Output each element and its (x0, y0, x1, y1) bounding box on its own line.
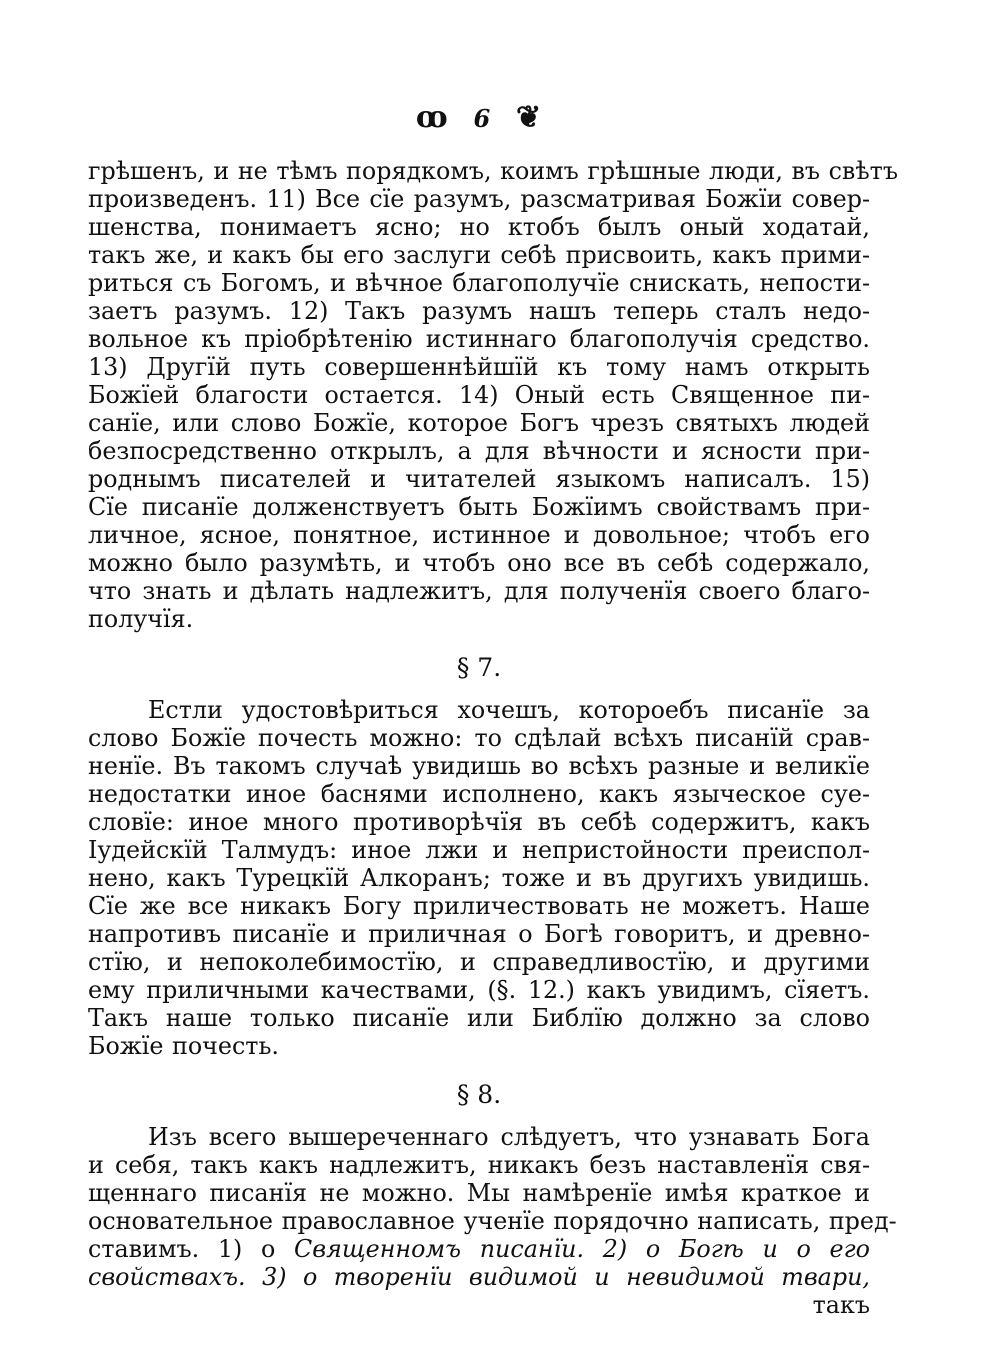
text-line: 13) Другїй путь совершеннѣйшїй къ тому намъ открыть (88, 353, 870, 381)
paragraph-3 (88, 1123, 897, 1319)
text-line: грѣшенъ, и не тѣмъ порядкомъ, коимъ грѣшные люди, въ свѣтъ (88, 157, 898, 185)
text-line (88, 1235, 870, 1263)
right-ornament-icon: ❦ (515, 100, 543, 135)
text-line: заетъ разумъ. 12) Такъ разумъ нашъ теперь сталъ недо- (88, 297, 870, 325)
text-line: Естли удостовѣриться хочешъ, котороебъ писанїе за (148, 696, 870, 724)
text-line: Сїе писанїе долженствуетъ быть Божїимъ свойствамъ при- (88, 493, 870, 521)
text-line (88, 1263, 870, 1291)
text-line: роднымъ писателей и читателей языкомъ написалъ. 15) (88, 465, 870, 493)
text-line: можно было разумѣть, и чтобъ оно все въ себѣ содержало, (88, 549, 870, 577)
text-line: словїе: иное много противорѣчїя въ себѣ содержитъ, какъ (88, 808, 870, 836)
text-line: риться съ Богомъ, и вѣчное благополучїе снискать, непости- (88, 269, 870, 297)
section-heading-8: § 8. (456, 1080, 502, 1109)
text-line: Такъ наше только писанїе или Библїю должно за слово (88, 1004, 870, 1032)
text-line: слово Божїе почесть можно: то сдѣлай всѣхъ писанїй срав- (88, 724, 870, 752)
text-line: Божїей благости остается. 14) Оный есть Священное пи- (88, 381, 870, 409)
text-line: произведенъ. 11) Все сїе разумъ, разсматривая Божїи совер- (88, 185, 870, 213)
text-line: шенства, понимаетъ ясно; но ктобъ былъ оный ходатай, (88, 213, 870, 241)
text-line: нено, какъ Турецкїй Алкоранъ; тоже и въ другихъ увидишь. (88, 864, 870, 892)
text-line: ему приличными качествами, (§. 12.) какъ увидимъ, сїяетъ. (88, 976, 870, 1004)
text-line: что знать и дѣлать надлежитъ, для полученїя своего благо- (88, 577, 870, 605)
section-heading-7: § 7. (456, 653, 502, 682)
text-line: такъ же, и какъ бы его заслуги себѣ присвоить, какъ прими- (88, 241, 870, 269)
text-line: щеннаго писанїя не можно. Мы намѣренїе имѣя краткое и (88, 1179, 870, 1207)
catchword: такъ (812, 1291, 870, 1319)
italic-fragment: свойствахъ. 3) о творенїи видимой и невидимой твари, (88, 1263, 870, 1291)
text-line: недостатки иное баснями исполнено, какъ языческое суе- (88, 780, 870, 808)
paragraph-2 (88, 696, 870, 1060)
text-line: Изъ всего вышереченнаго слѣдуетъ, что узнавать Бога (148, 1123, 870, 1151)
book-page (88, 100, 898, 1319)
text-line: Божїе почесть. (88, 1032, 279, 1060)
text-line: личное, ясное, понятное, истинное и довольное; чтобъ его (88, 521, 870, 549)
text-fragment: ставимъ. 1) о (88, 1235, 295, 1263)
text-line: вольное къ прiобрѣтенiю истиннаго благополучiя средство. (88, 325, 870, 353)
page-number: 6 (473, 104, 492, 133)
page-header (88, 100, 870, 135)
text-line: стїю, и непоколебимостїю, и справедливостїю, и другими (88, 948, 870, 976)
text-line: напротивъ писанїе и приличная о Богѣ говоритъ, и древно- (88, 920, 870, 948)
left-ornament-icon: ꝏ (415, 100, 449, 135)
text-line: Сїе же все никакъ Богу приличествовать не можетъ. Наше (88, 892, 870, 920)
text-line: получїя. (88, 605, 194, 633)
paragraph-1 (88, 157, 898, 633)
text-line: Iудейскїй Талмудъ: иное лжи и непристойности преиспол- (88, 836, 870, 864)
text-line: и себя, такъ какъ надлежитъ, никакъ безъ наставленїя свя- (88, 1151, 870, 1179)
text-line: основательное православное ученїе порядочно написать, пред- (88, 1207, 897, 1235)
text-line: ненїе. Въ такомъ случаѣ увидишь во всѣхъ разные и великїе (88, 752, 870, 780)
text-line: санїе, или слово Божїе, которое Богъ чрезъ святыхъ людей (88, 409, 870, 437)
italic-fragment: Священномъ писанїи. 2) о Богѣ и о его (294, 1235, 870, 1263)
text-line: безпосредственно открылъ, а для вѣчности и ясности при- (88, 437, 870, 465)
